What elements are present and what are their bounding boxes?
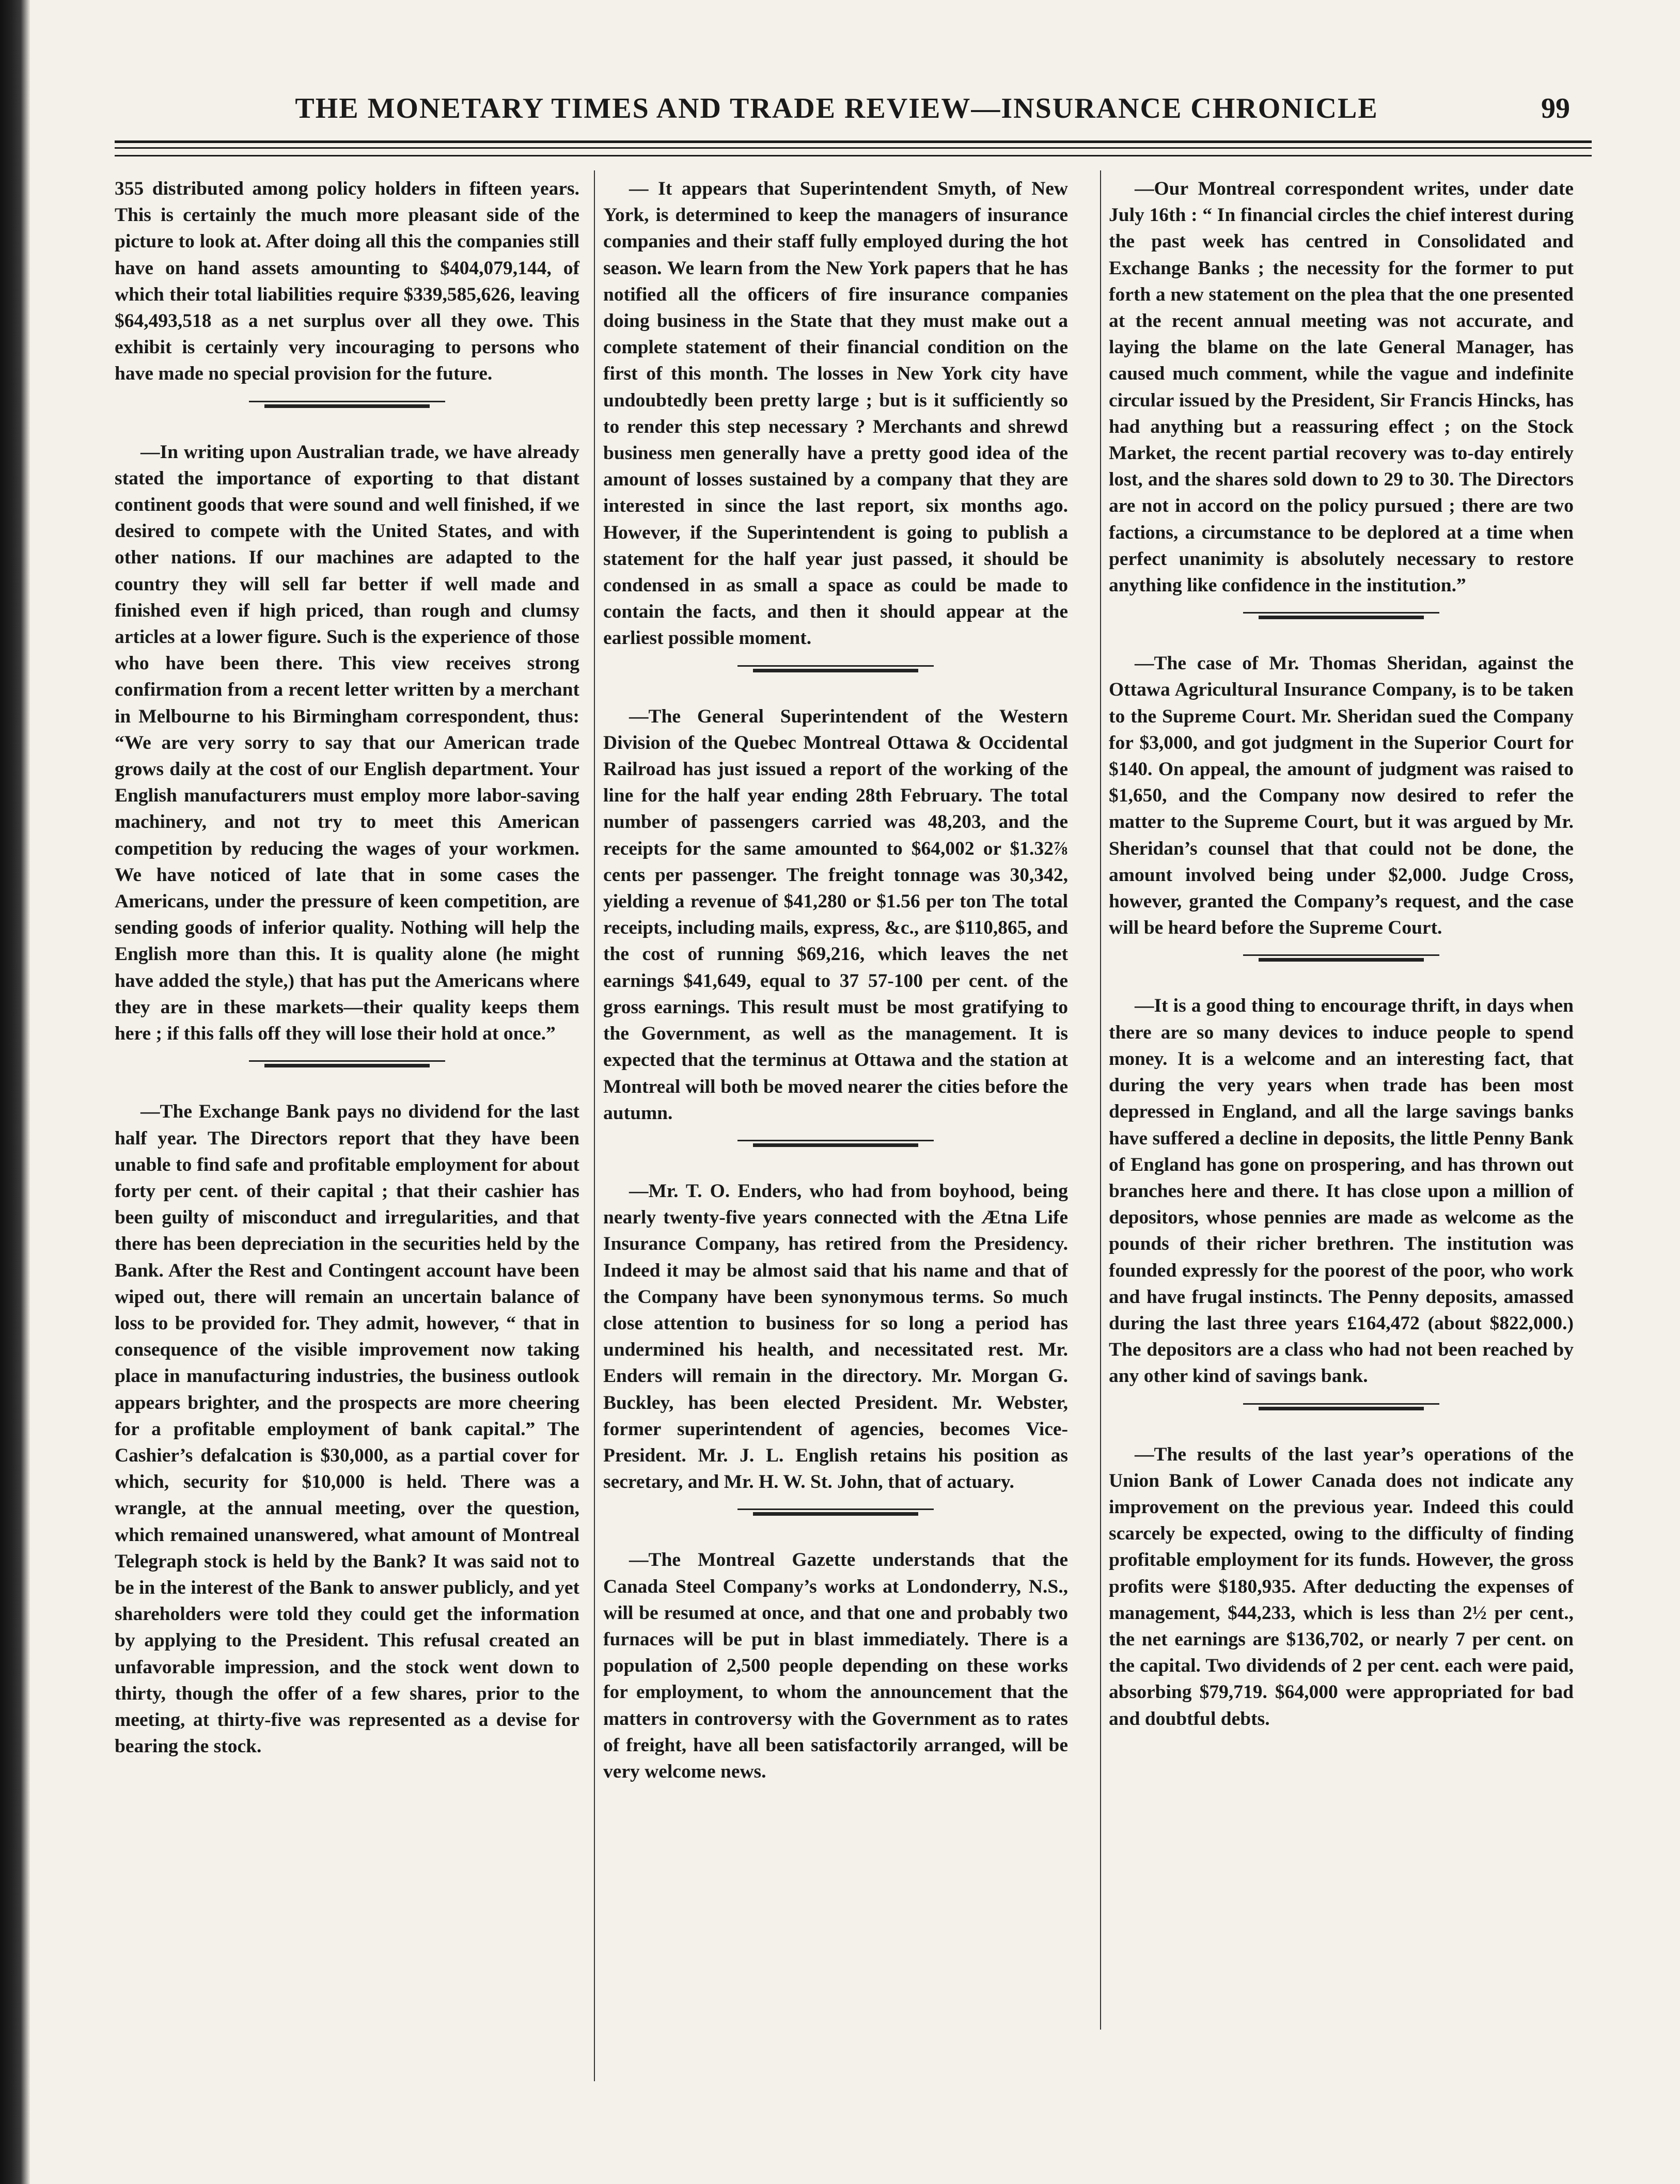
article-separator (1243, 1402, 1439, 1411)
article-union-bank: —The results of the last year’s operations of the Union Bank of Lower Canada does not indicate any improvement on the previous year. Indeed this could scarcely be expected, owing to the difficulty of finding profitable employment for its funds. However, the gross profits were $180,935. After deducting the expenses of management, $44,233, which is less than 2½ per cent., the net earnings are $136,702, or nearly 7 per cent. on the capital. Two dividends of 2 per cent. each were paid, absorbing $79,719. $64,000 were appropriated for bad and doubtful debts. (1109, 1443, 1574, 1730)
article-qmoo-railroad: —The General Superintendent of the Western Division of the Quebec Montreal Ottawa & Occidental Railroad has just issued a report of the working of the line for the half year ending 28th February. The total number of passengers carried was 48,203, and the receipts for the same amounted to $64,002 or $1.32⅞ cents per passenger. The freight tonnage was 30,342, yielding a revenue of $41,280 or $1.56 per ton The total receipts, including mails, express, &c., are $110,865, and the cost of running $69,216, which leaves the net earnings $41,649, equal to 37 57-100 per cent. of the gross earnings. This result must be most gratifying to the Government, as well as the management. It is expected that the terminus at Ottawa and the station at Montreal will both be moved nearer the cities before the autumn. (603, 705, 1068, 1124)
article-australian-trade: —In writing upon Australian trade, we have already stated the importance of exporting to that distant continent goods that were sound and well finished, if we desired to compete with the United States, and with other nations. If our machines are adapted to the country they will sell far better if well made and finished even if high priced, than rough and clumsy articles at a lower figure. Such is the experience of those who have been there. This view receives strong confirmation from a recent letter written by a merchant in Melbourne to his Birmingham correspondent, thus: “We are very sorry to say that our American trade grows daily at the cost of our English department. Your English manufacturers must employ more labor-saving machinery, and not try to meet this American competition by reducing the wages of your workmen. We have noticed of late that in some cases the Americans, under the pressure of keen competition, are sending goods of inferior quality. Nothing will help the English more than this. It is quality alone (he might have added the style,) that has put the Americans where they are in these markets—their quality keeps them here ; if this falls off they will lose their hold at once.” (115, 441, 579, 1045)
column-right (1109, 176, 1574, 1732)
article-separator (249, 1059, 445, 1069)
column-middle (603, 176, 1068, 1785)
column-divider-right (1100, 170, 1101, 2030)
page-title: THE MONETARY TIMES AND TRADE REVIEW—INSURANCE CHRONICLE (295, 92, 1378, 124)
header-rule-bottom (115, 155, 1592, 156)
binding-edge (0, 0, 30, 2184)
header-rule-mid (115, 147, 1592, 149)
article-separator (737, 1139, 934, 1148)
article-aetna-enders: —Mr. T. O. Enders, who had from boyhood, being nearly twenty-five years connected with the Ætna Life Insurance Company, has retired from the Presidency. Indeed it may be almost said that his name and that of the Company have been synonymous terms. So much close attention to business for so long a period has undermined his health, and necessitated rest. Mr. Enders will remain in the directory. Mr. Morgan G. Buckley, has been elected President. Mr. Webster, former superintendent of agencies, becomes Vice-President. Mr. J. L. English retains his position as secretary, and Mr. H. W. St. John, that of actuary. (603, 1180, 1068, 1493)
article-separator (1243, 611, 1439, 620)
article-separator (737, 664, 934, 673)
article-montreal-correspondent: —Our Montreal correspondent writes, under date July 16th : “ In financial circles the chief interest during the past week has centred in Consolidated and Exchange Banks ; the necessity for the former to put forth a new statement on the plea that the one presented at the recent annual meeting was not accurate, and laying the blame on the late General Manager, has caused much comment, while the vague and indefinite circular issued by the President, Sir Francis Hincks, has had anything but a reassuring effect ; on the Stock Market, the recent partial recovery was to-day entirely lost, and the shares sold down to 29 to 30. The Directors are not in accord on the policy pursued ; there are two factions, a circumstance to be deplored at a time when perfect unanimity is absolutely necessary to restore anything like confidence in the institution.” (1109, 178, 1574, 596)
page-number: 99 (1541, 92, 1570, 124)
article-sheridan-case: —The case of Mr. Thomas Sheridan, against the Ottawa Agricultural Insurance Company, is to be taken to the Supreme Court. Mr. Sheridan sued the Company for $3,000, and got judgment in the Superior Court for $140. On appeal, the amount of judgment was raised to $1,650, and the Company now desired to refer the matter to the Supreme Court, but it was argued by Mr. Sheridan’s counsel that that could not be done, the amount involved being under $2,000. Judge Cross, however, granted the Company’s request, and the case will be heard before the Supreme Court. (1109, 653, 1574, 939)
article-separator (1243, 953, 1439, 963)
column-divider-left (594, 170, 595, 2081)
article-canada-steel: —The Montreal Gazette understands that the Canada Steel Company’s works at Londonderry, N.S., will be resumed at once, and that one and probably two furnaces will be put in blast immediately. There is a population of 2,500 people depending on these works for employment, to whom the announcement that the matters in controversy with the Government as to rates of freight, have all been satisfactorily arranged, will be very welcome news. (603, 1549, 1068, 1782)
article-penny-bank: —It is a good thing to encourage thrift, in days when there are so many devices to induce people to spend money. It is a welcome and an interesting fact, that during the very years when trade has been most depressed in England, and all the large savings banks have suffered a decline in deposits, the little Penny Bank of England has gone on prospering, and has thrown out branches here and there. It has close upon a million of depositors, whose pennies are made as welcome as the pounds of their richer brethren. The institution was founded expressly for the poorest of the poor, who work and have frugal instincts. The Penny deposits, amassed during the last three years £164,472 (about $822,000.) The depositors are a class who had not been reached by any other kind of savings bank. (1109, 995, 1574, 1387)
header-rule-top (115, 140, 1592, 143)
article-exchange-bank: —The Exchange Bank pays no dividend for the last half year. The Directors report that they have been unable to find safe and profitable employment for about forty per cent. of their capital ; that their cashier has been guilty of misconduct and irregularities, and that there has been depreciation in the securities held by the Bank. After the Rest and Contingent account have been wiped out, there will remain an uncertain balance of loss to be provided for. They admit, however, “ that in consequence of the visible improvement now taking place in manufacturing industries, the business outlook appears brighter, and the prospects are more cheering for a profitable employment of bank capital.” The Cashier’s defalcation is $30,000, as a partial cover for which, security for $10,000 is held. There was a wrangle, at the annual meeting, over the question, which remained unanswered, what amount of Montreal Telegraph stock is held by the Bank? It was said not to be in the interest of the Bank to answer publicly, and yet shareholders were told they could get the information by applying to the President. This refusal created an unfavorable impression, and the stock went down to thirty, though the offer of a few shares, prior to the meeting, at thirty-five was represented as a devise for bearing the stock. (115, 1101, 579, 1757)
article-separator (249, 400, 445, 409)
article-insurance-assets: 355 distributed among policy holders in fifteen years. This is certainly the much more pleasant side of the picture to look at. After doing all this the companies still have on hand assets amounting to $404,079,144, of which their total liabilities require $339,585,626, leaving $64,493,518 as a net surplus over all they owe. This exhibit is certainly very incouraging to persons who have made no special provision for the future. (115, 178, 579, 385)
column-left (115, 176, 579, 1759)
article-separator (737, 1507, 934, 1517)
article-superintendent-smyth: — It appears that Superintendent Smyth, of New York, is determined to keep the managers of insurance companies and their staff fully employed during the hot season. We learn from the New York papers that he has notified all the officers of fire insurance companies doing business in the State that they must make out a complete statement of their financial condition on the first of this month. The losses in New York city have undoubtedly been pretty large ; but is it sufficiently so to render this step necessary ? Merchants and shrewd business men generally have a pretty good idea of the amount of losses sustained by a company that they are interested in since the last report, six months ago. However, if the Superintendent is going to publish a statement for the half year just passed, it should be condensed in as small a space as could be made to contain the facts, and then it should appear at the earliest possible moment. (603, 178, 1068, 649)
page-header (134, 92, 1570, 133)
